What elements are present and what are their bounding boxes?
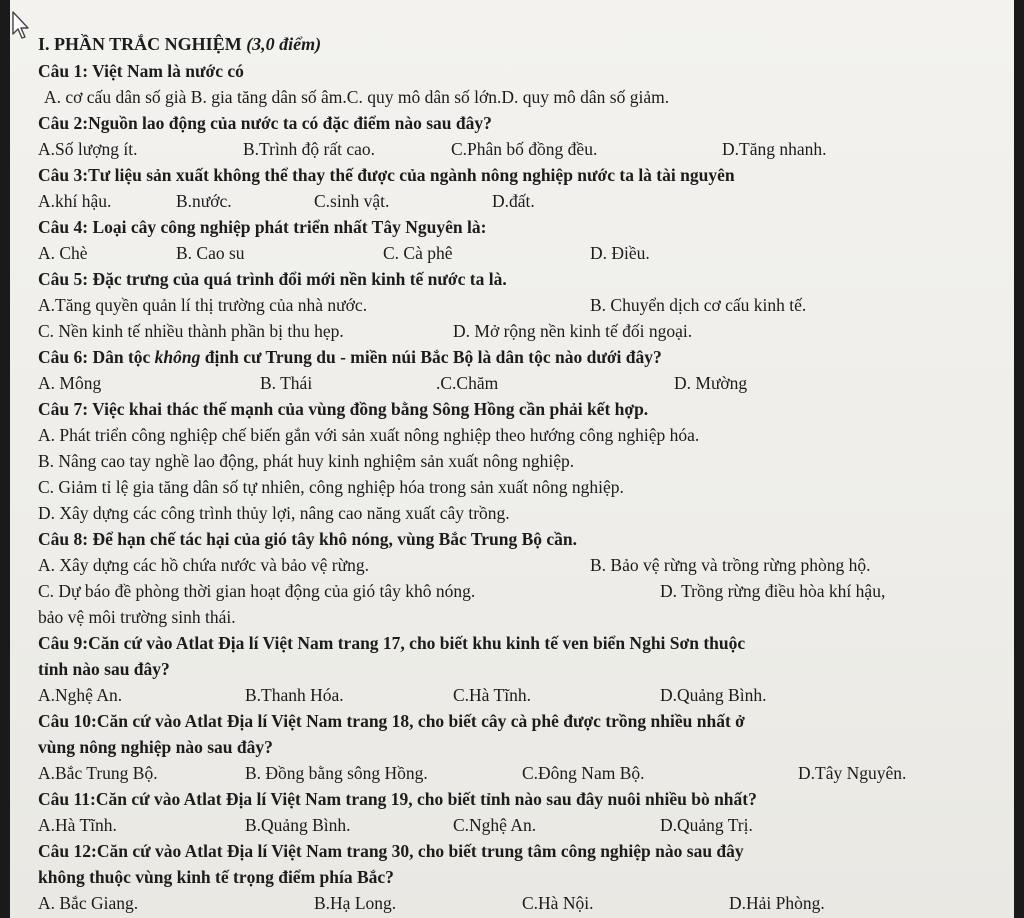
option-c: .C.Chăm: [436, 373, 499, 393]
question-12-continued: không thuộc vùng kinh tế trọng điểm phía Bắc?: [38, 867, 394, 887]
question-5: Câu 5: Đặc trưng của quá trình đổi mới nền kinh tế nước ta là.: [38, 269, 507, 289]
question-9-options: [38, 682, 1004, 708]
exam-sheet: [10, 0, 1014, 918]
option-c: C.Hà Tĩnh.: [453, 685, 531, 705]
option-b: B. Chuyển dịch cơ cấu kinh tế.: [590, 295, 807, 315]
option-c: C. Dự báo đề phòng thời gian hoạt động của gió tây khô nóng.: [38, 581, 476, 601]
option-c: C.Đông Nam Bộ.: [522, 763, 645, 783]
question-8-options-row-1: [38, 552, 1004, 578]
question-2-options: [38, 136, 1004, 162]
option-b: B. Thái: [260, 373, 313, 393]
question-6-options: [38, 370, 1004, 396]
option-c: C.sinh vật.: [314, 191, 390, 211]
option-d: D.Tây Nguyên.: [798, 763, 907, 783]
question-10-continued: vùng nông nghiệp nào sau đây?: [38, 737, 273, 757]
question-5-options-row-1: [38, 292, 1004, 318]
question-11-options: [38, 812, 1004, 838]
option-d: D. Xây dựng các công trình thủy lợi, nâng cao năng xuất cây trồng.: [38, 503, 510, 523]
option-a: A. Bắc Giang.: [38, 893, 139, 913]
question-12: Câu 12:Căn cứ vào Atlat Địa lí Việt Nam trang 30, cho biết trung tâm công nghiệp nào sau đây: [38, 841, 744, 861]
exam-content: [38, 30, 1004, 916]
mouse-pointer-icon: [11, 10, 33, 42]
option-b: B.nước.: [176, 191, 232, 211]
option-b: B. Cao su: [176, 243, 245, 263]
option-b: B. Nâng cao tay nghề lao động, phát huy kinh nghiệm sản xuất nông nghiệp.: [38, 451, 575, 471]
option-c: C.Hà Nội.: [522, 893, 594, 913]
option-c: C.Phân bố đồng đều.: [451, 139, 598, 159]
question-2: Câu 2:Nguồn lao động của nước ta có đặc điểm nào sau đây?: [38, 113, 492, 133]
option-a: A.Số lượng ít.: [38, 139, 138, 159]
option-a: A.Hà Tĩnh.: [38, 815, 117, 835]
option-b: B. Đồng bằng sông Hồng.: [245, 763, 428, 783]
option-d: D. Trồng rừng điều hòa khí hậu,: [660, 581, 886, 601]
option-d: D. Điều.: [590, 243, 650, 263]
option-d-continued: bảo vệ môi trường sinh thái.: [38, 607, 236, 627]
section-title: [38, 30, 1004, 58]
question-9: Câu 9:Căn cứ vào Atlat Địa lí Việt Nam trang 17, cho biết khu kinh tế ven biển Nghi Sơn thuộc: [38, 633, 746, 653]
option-b: B.Thanh Hóa.: [245, 685, 344, 705]
option-c: C. Cà phê: [383, 243, 453, 263]
question-4: Câu 4: Loại cây công nghiệp phát triển nhất Tây Nguyên là:: [38, 217, 487, 237]
option-a: A.Bắc Trung Bộ.: [38, 763, 158, 783]
option-d: D. Mường: [674, 373, 748, 393]
question-9-continued: tỉnh nào sau đây?: [38, 659, 170, 679]
question-10-options: [38, 760, 1004, 786]
option-a: A. Chè: [38, 243, 88, 263]
question-1: Câu 1: Việt Nam là nước có: [38, 61, 244, 81]
option-d: D.đất.: [492, 191, 535, 211]
question-1-options-text: A. cơ cấu dân số già B. gia tăng dân số âm.C. quy mô dân số lớn.D. quy mô dân số giảm.: [44, 87, 670, 107]
option-a: A. Xây dựng các hồ chứa nước và bảo vệ rừng.: [38, 555, 369, 575]
question-6-text-end: định cư Trung du - miền núi Bắc Bộ là dân tộc nào dưới đây?: [200, 347, 662, 367]
option-d: D.Quảng Trị.: [660, 815, 753, 835]
option-d: D.Hải Phòng.: [729, 893, 825, 913]
option-d: D.Tăng nhanh.: [722, 139, 827, 159]
question-3-options: [38, 188, 1004, 214]
question-8-options-row-2: [38, 578, 1004, 604]
question-1-options: [38, 84, 1004, 110]
option-c: C.Nghệ An.: [453, 815, 537, 835]
question-3: Câu 3:Tư liệu sản xuất không thể thay thế được của ngành nông nghiệp nước ta là tài nguyên: [38, 165, 735, 185]
question-4-options: [38, 240, 1004, 266]
option-a: A.Tăng quyền quản lí thị trường của nhà nước.: [38, 295, 368, 315]
option-b: B.Quảng Bình.: [245, 815, 351, 835]
option-b: B.Trình độ rất cao.: [243, 139, 376, 159]
option-d: D.Quảng Bình.: [660, 685, 767, 705]
question-6: [38, 344, 1004, 370]
option-a: A. Mông: [38, 373, 102, 393]
option-b: B. Bảo vệ rừng và trồng rừng phòng hộ.: [590, 555, 871, 575]
option-d: D. Mở rộng nền kinh tế đối ngoại.: [453, 321, 693, 341]
option-c: C. Giảm tỉ lệ gia tăng dân số tự nhiên, công nghiệp hóa trong sản xuất nông nghiệp.: [38, 477, 624, 497]
question-11: Câu 11:Căn cứ vào Atlat Địa lí Việt Nam trang 19, cho biết tỉnh nào sau đây nuôi nhiều bò nhất?: [38, 789, 757, 809]
question-10: Câu 10:Căn cứ vào Atlat Địa lí Việt Nam trang 18, cho biết cây cà phê được trồng nhiều nhất ở: [38, 711, 745, 731]
question-8: Câu 8: Để hạn chế tác hại của gió tây khô nóng, vùng Bắc Trung Bộ cần.: [38, 529, 578, 549]
option-c: C. Nền kinh tế nhiều thành phần bị thu hẹp.: [38, 321, 344, 341]
question-7: Câu 7: Việc khai thác thế mạnh của vùng đồng bằng Sông Hồng cần phải kết hợp.: [38, 399, 649, 419]
option-a: A.Nghệ An.: [38, 685, 123, 705]
option-b: B.Hạ Long.: [314, 893, 397, 913]
question-6-text-start: Câu 6: Dân tộc: [38, 347, 155, 367]
question-6-emphasis: không: [154, 347, 201, 367]
option-a: A. Phát triển công nghiệp chế biến gắn với sản xuất nông nghiệp theo hướng công nghiệp hóa.: [38, 425, 700, 445]
section-title-main: I. PHẦN TRẮC NGHIỆM: [38, 34, 247, 54]
question-5-options-row-2: [38, 318, 1004, 344]
question-12-options: [38, 890, 1004, 916]
option-a: A.khí hậu.: [38, 191, 112, 211]
section-title-score: (3,0 điểm): [246, 34, 322, 54]
